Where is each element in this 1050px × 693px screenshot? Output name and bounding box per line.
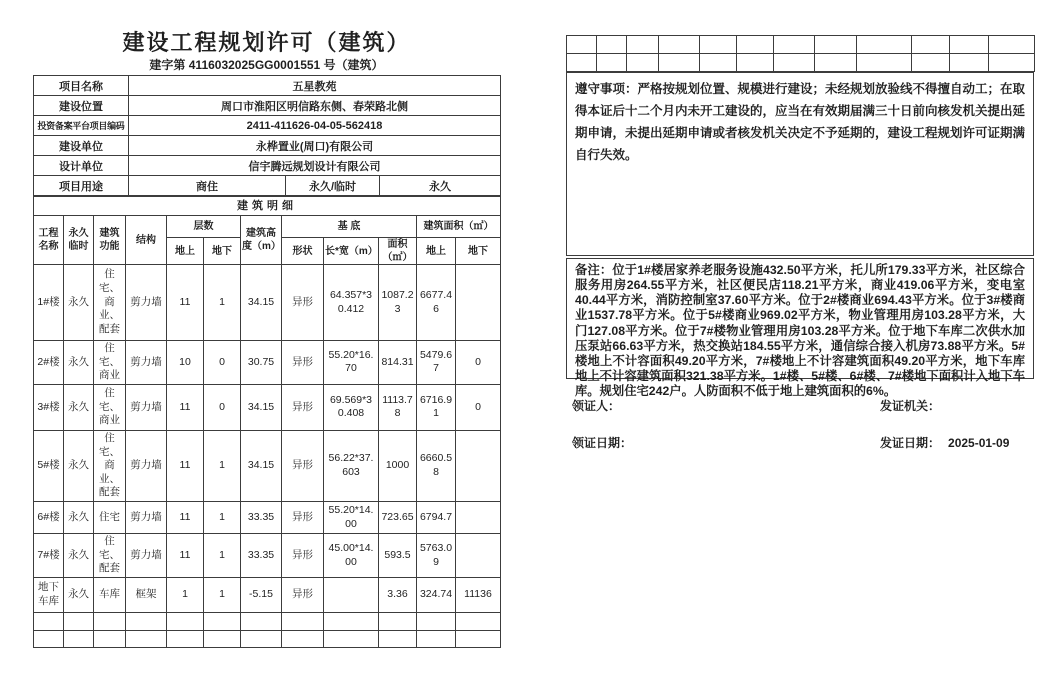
grid-cell xyxy=(700,36,737,54)
table-cell: 永久 xyxy=(64,341,94,385)
table-cell: 住宅 xyxy=(94,502,126,534)
table-cell xyxy=(324,631,379,648)
table-cell: 异形 xyxy=(282,430,324,501)
table-cell xyxy=(204,631,241,648)
table-cell: 7#楼 xyxy=(34,534,64,578)
table-row xyxy=(34,578,501,613)
info-row xyxy=(34,96,501,116)
table-cell: 剪力墙 xyxy=(126,341,167,385)
table-cell: 0 xyxy=(204,384,241,430)
table-row xyxy=(34,384,501,430)
col-header-shape: 形状 xyxy=(282,238,324,265)
table-cell: 2#楼 xyxy=(34,341,64,385)
table-cell xyxy=(456,502,501,534)
issue-date-field xyxy=(880,434,1009,451)
table-cell: 剪力墙 xyxy=(126,534,167,578)
table-cell: 3#楼 xyxy=(34,384,64,430)
table-cell xyxy=(34,631,64,648)
table-cell xyxy=(126,631,167,648)
document-title: 建设工程规划许可（建筑） xyxy=(122,30,411,55)
info-value: 周口市淮阳区明信路东侧、春荣路北侧 xyxy=(129,96,501,116)
permit-page-right xyxy=(566,35,1034,450)
table-row xyxy=(34,265,501,341)
table-cell: 6660.58 xyxy=(417,430,456,501)
grid-cell xyxy=(989,54,1035,72)
table-cell: 永久 xyxy=(64,430,94,501)
col-header-fa-above: 地上 xyxy=(417,238,456,265)
table-cell xyxy=(34,613,64,631)
table-cell: 11 xyxy=(167,502,204,534)
grid-cell xyxy=(857,54,912,72)
project-info-body xyxy=(34,76,501,196)
table-cell xyxy=(379,631,417,648)
table-cell xyxy=(241,613,282,631)
info-label: 投资备案平台项目编码 xyxy=(34,116,129,136)
table-cell: 723.65 xyxy=(379,502,417,534)
table-cell: 1 xyxy=(204,430,241,501)
table-cell xyxy=(456,613,501,631)
grid-cell xyxy=(627,36,659,54)
table-cell: 异形 xyxy=(282,341,324,385)
grid-cell xyxy=(597,36,627,54)
table-cell xyxy=(324,613,379,631)
col-header-function: 建筑功能 xyxy=(94,216,126,265)
grid-cell xyxy=(774,36,815,54)
table-cell: 0 xyxy=(456,341,501,385)
col-header-dims: 长*宽（m） xyxy=(324,238,379,265)
detail-section-title: 建筑明细 xyxy=(34,197,501,216)
table-cell: 永久 xyxy=(64,534,94,578)
table-cell: 5763.09 xyxy=(417,534,456,578)
table-cell: 5#楼 xyxy=(34,430,64,501)
table-cell: 33.35 xyxy=(241,534,282,578)
info-row xyxy=(34,176,501,196)
table-cell: 异形 xyxy=(282,265,324,341)
receive-date-label: 领证日期： xyxy=(572,436,633,450)
table-cell: 框架 xyxy=(126,578,167,613)
table-cell: 1 xyxy=(204,502,241,534)
grid-cell xyxy=(989,36,1035,54)
table-cell xyxy=(324,578,379,613)
table-cell: 永久 xyxy=(64,384,94,430)
grid-cell xyxy=(857,36,912,54)
building-detail-table xyxy=(33,196,501,648)
grid-cell xyxy=(912,36,950,54)
table-cell: 593.5 xyxy=(379,534,417,578)
table-cell xyxy=(94,613,126,631)
table-cell: 3.36 xyxy=(379,578,417,613)
table-cell: 34.15 xyxy=(241,384,282,430)
table-cell xyxy=(456,265,501,341)
col-header-base-area: 面积（㎡） xyxy=(379,238,417,265)
issue-date-value: 2025-01-09 xyxy=(948,436,1010,450)
table-cell: 1 xyxy=(204,265,241,341)
grid-cell xyxy=(774,54,815,72)
table-cell: 剪力墙 xyxy=(126,265,167,341)
grid-cell xyxy=(567,36,597,54)
info-row xyxy=(34,76,501,96)
table-cell xyxy=(456,631,501,648)
col-header-height: 建筑高度（m） xyxy=(241,216,282,265)
table-cell: 车库 xyxy=(94,578,126,613)
table-cell: 异形 xyxy=(282,578,324,613)
table-cell: 34.15 xyxy=(241,430,282,501)
table-cell: 6677.46 xyxy=(417,265,456,341)
table-cell: 10 xyxy=(167,341,204,385)
info-row xyxy=(34,116,501,136)
table-cell: 34.15 xyxy=(241,265,282,341)
table-cell: 33.35 xyxy=(241,502,282,534)
table-cell: 永久 xyxy=(64,502,94,534)
grid-cell xyxy=(737,54,774,72)
table-cell: 住宅、商业、配套 xyxy=(94,430,126,501)
table-cell: 6716.91 xyxy=(417,384,456,430)
table-cell xyxy=(282,613,324,631)
remarks: 备注：位于1#楼居家养老服务设施432.50平方米，托儿所179.33平方米，社区综合服务用房264.55平方米，社区便民店118.21平方米，商业419.06平方米，变电室40.44平方米，消防控制室37.60平方米。位于2#楼商业694.43平方米。位于3#楼商业1537.78平方米。位于5#楼商业969.02平方米，物业管理用房103.28平方米，大门127.08平方米。位于7#楼物业管理用房103.28平方米。位于地下车库二次供水加压泵站66.63平方米，热交换站184.55平方米，通信综合接入机房73.88平方米。5#楼地上不计容面积49.20平方米，7#楼地上不计容建筑面积49.20平方米，地下车库地上不计容建筑面积321.38平方米。1#楼、5#楼、6#楼、7#楼地下面积计入地下车库。规划住宅242户。人防面积不低于地上建筑面积的6%。 xyxy=(566,258,1034,379)
table-cell: 异形 xyxy=(282,502,324,534)
table-cell: 永久 xyxy=(64,265,94,341)
col-header-structure: 结构 xyxy=(126,216,167,265)
table-cell: 0 xyxy=(456,384,501,430)
table-row xyxy=(34,341,501,385)
holder-label: 领证人： xyxy=(572,399,621,413)
info-value: 永桦置业(周口)有限公司 xyxy=(129,136,501,156)
table-cell: 11136 xyxy=(456,578,501,613)
permit-page-left xyxy=(33,28,500,648)
table-row xyxy=(34,534,501,578)
grid-cell xyxy=(597,54,627,72)
table-cell: 56.22*37.603 xyxy=(324,430,379,501)
table-cell: 地下车库 xyxy=(34,578,64,613)
grid-cell xyxy=(627,54,659,72)
grid-cell xyxy=(700,54,737,72)
permit-number: 建字第 4116032025GG0001551 号（建筑） xyxy=(149,58,384,72)
table-cell: 1113.78 xyxy=(379,384,417,430)
grid-cell xyxy=(950,36,989,54)
table-cell: 45.00*14.00 xyxy=(324,534,379,578)
grid-cell xyxy=(950,54,989,72)
grid-cell xyxy=(815,36,857,54)
col-header-fa-below: 地下 xyxy=(456,238,501,265)
receive-date-field xyxy=(572,434,632,451)
col-header-project: 工程名称 xyxy=(34,216,64,265)
table-cell: -5.15 xyxy=(241,578,282,613)
info-value: 信宇腾远规划设计有限公司 xyxy=(129,156,501,176)
grid-cell xyxy=(567,54,597,72)
table-cell xyxy=(64,613,94,631)
grid-cell xyxy=(815,54,857,72)
table-cell: 814.31 xyxy=(379,341,417,385)
info-label: 设计单位 xyxy=(34,156,129,176)
table-cell: 异形 xyxy=(282,384,324,430)
table-cell: 6794.7 xyxy=(417,502,456,534)
col-header-base: 基 底 xyxy=(282,216,417,238)
table-cell: 住宅、商业 xyxy=(94,341,126,385)
table-cell: 69.569*30.408 xyxy=(324,384,379,430)
table-cell: 324.74 xyxy=(417,578,456,613)
table-cell: 异形 xyxy=(282,534,324,578)
info-value: 永久 xyxy=(380,176,501,196)
grid-cell xyxy=(912,54,950,72)
info-row xyxy=(34,136,501,156)
info-value: 永久/临时 xyxy=(286,176,380,196)
table-cell: 11 xyxy=(167,534,204,578)
continuation-grid xyxy=(566,35,1035,72)
table-cell: 0 xyxy=(204,341,241,385)
table-cell xyxy=(282,631,324,648)
info-value: 五星教苑 xyxy=(129,76,501,96)
table-cell: 剪力墙 xyxy=(126,384,167,430)
table-cell: 永久 xyxy=(64,578,94,613)
table-cell: 1000 xyxy=(379,430,417,501)
table-cell xyxy=(167,613,204,631)
table-cell: 住宅、配套 xyxy=(94,534,126,578)
table-cell xyxy=(204,613,241,631)
table-cell: 55.20*14.00 xyxy=(324,502,379,534)
info-row xyxy=(34,156,501,176)
table-cell xyxy=(417,613,456,631)
issuer-label: 发证机关： xyxy=(880,399,941,413)
issuing-authority-field xyxy=(880,397,940,414)
grid-cell xyxy=(659,36,700,54)
grid-row xyxy=(567,36,1035,54)
grid-cell xyxy=(659,54,700,72)
table-cell xyxy=(241,631,282,648)
table-cell: 11 xyxy=(167,384,204,430)
table-cell: 1087.23 xyxy=(379,265,417,341)
info-label: 建设位置 xyxy=(34,96,129,116)
info-value: 2411-411626-04-05-562418 xyxy=(129,116,501,136)
certificate-holder-field xyxy=(572,397,620,414)
grid-row xyxy=(567,54,1035,72)
table-cell xyxy=(94,631,126,648)
issue-date-label: 发证日期： xyxy=(880,436,941,450)
info-value: 商住 xyxy=(129,176,286,196)
table-row xyxy=(34,613,501,631)
table-cell xyxy=(417,631,456,648)
col-header-permanence: 永久临时 xyxy=(64,216,94,265)
table-cell: 30.75 xyxy=(241,341,282,385)
table-cell xyxy=(126,613,167,631)
table-cell: 55.20*16.70 xyxy=(324,341,379,385)
table-cell: 6#楼 xyxy=(34,502,64,534)
project-info-table xyxy=(33,75,501,196)
table-cell xyxy=(456,534,501,578)
table-cell xyxy=(456,430,501,501)
table-cell: 1 xyxy=(204,578,241,613)
continuation-grid-body xyxy=(567,36,1035,72)
info-label: 项目名称 xyxy=(34,76,129,96)
table-cell: 5479.67 xyxy=(417,341,456,385)
table-cell: 剪力墙 xyxy=(126,430,167,501)
info-label: 项目用途 xyxy=(34,176,129,196)
building-detail-body xyxy=(34,265,501,648)
table-row xyxy=(34,430,501,501)
table-row xyxy=(34,502,501,534)
table-cell: 11 xyxy=(167,265,204,341)
col-header-floors: 层数 xyxy=(167,216,241,238)
table-cell xyxy=(167,631,204,648)
table-cell: 住宅、商业 xyxy=(94,384,126,430)
table-cell: 剪力墙 xyxy=(126,502,167,534)
table-cell: 11 xyxy=(167,430,204,501)
col-header-floors-below: 地下 xyxy=(204,238,241,265)
table-cell xyxy=(64,631,94,648)
compliance-notice: 遵守事项：严格按规划位置、规模进行建设；未经规划放验线不得擅自动工；在取得本证后十二个月内未开工建设的，应当在有效期届满三十日前向核发机关提出延期申请，未提出延期申请或者核发机关决定不予延期的，建设工程规划许可证期满自行失效。 xyxy=(566,72,1034,256)
table-cell: 64.357*30.412 xyxy=(324,265,379,341)
table-cell xyxy=(379,613,417,631)
table-cell: 1#楼 xyxy=(34,265,64,341)
grid-cell xyxy=(737,36,774,54)
col-header-floor-area: 建筑面积（㎡） xyxy=(417,216,501,238)
table-cell: 1 xyxy=(204,534,241,578)
table-cell: 1 xyxy=(167,578,204,613)
table-row xyxy=(34,631,501,648)
col-header-floors-above: 地上 xyxy=(167,238,204,265)
info-label: 建设单位 xyxy=(34,136,129,156)
table-cell: 住宅、商业、配套 xyxy=(94,265,126,341)
